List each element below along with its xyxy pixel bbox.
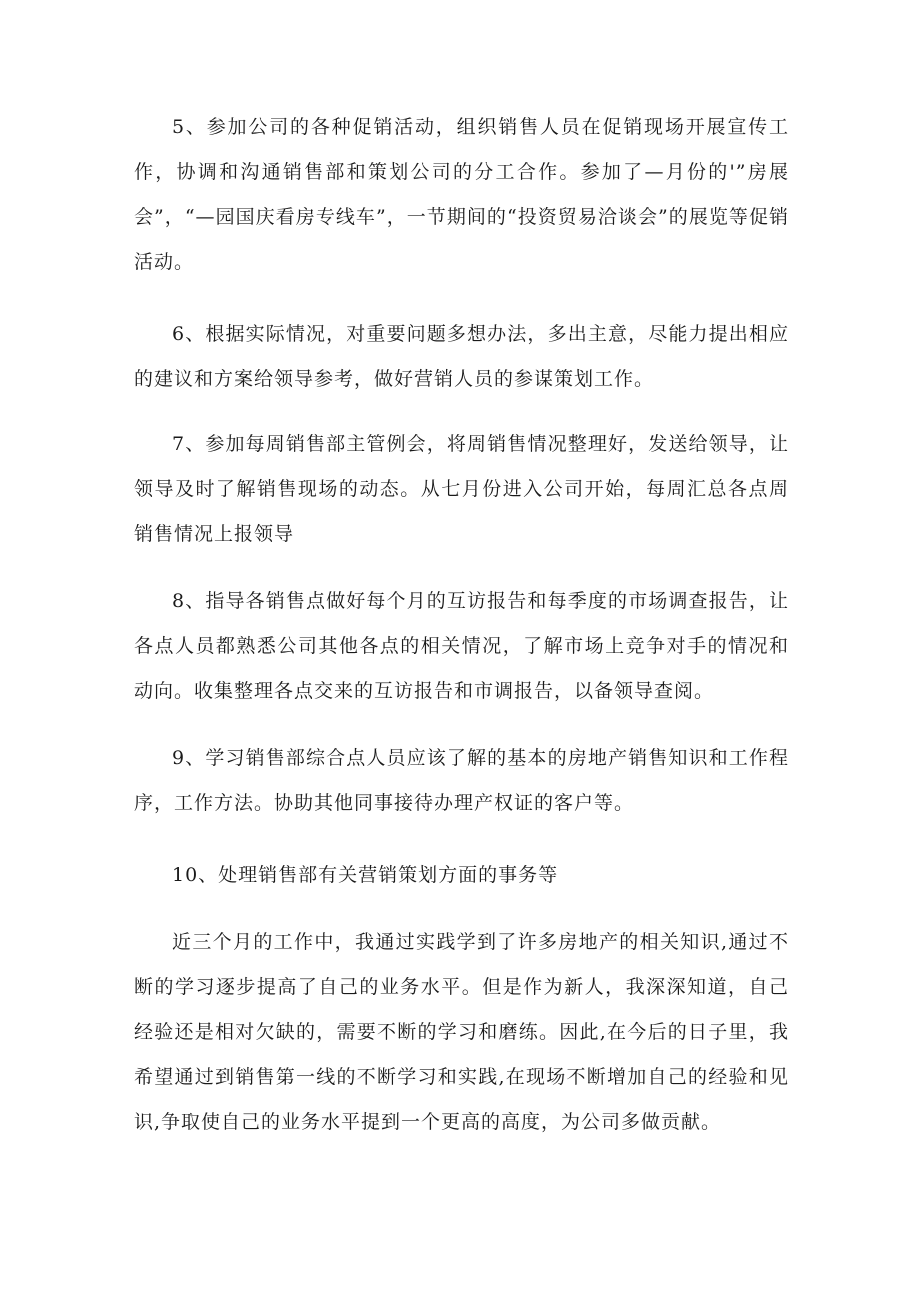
paragraph-item-7: 7、参加每周销售部主管例会，将周销售情况整理好，发送给领导，让领导及时了解销售现场的动态。从七月份进入公司开始，每周汇总各点周销售情况上报领导 [134,433,789,545]
paragraph-item-8: 8、指导各销售点做好每个月的互访报告和每季度的市场调查报告，让各点人员都熟悉公司其他各点的相关情况，了解市场上竞争对手的情况和动向。收集整理各点交来的互访报告和市调报告，以备领导查阅。 [134,590,789,702]
closing-paragraph: 近三个月的工作中，我通过实践学到了许多房地产的相关知识,通过不断的学习逐步提高了自己的业务水平。但是作为新人，我深深知道，自己经验还是相对欠缺的，需要不断的学习和磨练。因此,在今后的日子里，我希望通过到销售第一线的不断学习和实践,在现场不断增加自己的经验和见识,争取使自己的业务水平提到一个更高的高度，为公司多做贡献。 [134,931,789,1133]
paragraph-item-10: 10、处理销售部有关营销策划方面的事务等 [172,864,559,886]
paragraph-item-9: 9、学习销售部综合点人员应该了解的基本的房地产销售知识和工作程序，工作方法。协助其他同事接待办理产权证的客户等。 [134,747,789,814]
document-body [134,105,789,1172]
paragraph-item-5: 5、参加公司的各种促销活动，组织销售人员在促销现场开展宣传工作，协调和沟通销售部和策划公司的分工合作。参加了—月份的'”房展会”，“—园国庆看房专线车”，一节期间的“投资贸易洽谈会”的展览等促销活动。 [134,116,789,273]
paragraph-item-6: 6、根据实际情况，对重要问题多想办法，多出主意，尽能力提出相应的建议和方案给领导参考，做好营销人员的参谋策划工作。 [134,323,789,390]
